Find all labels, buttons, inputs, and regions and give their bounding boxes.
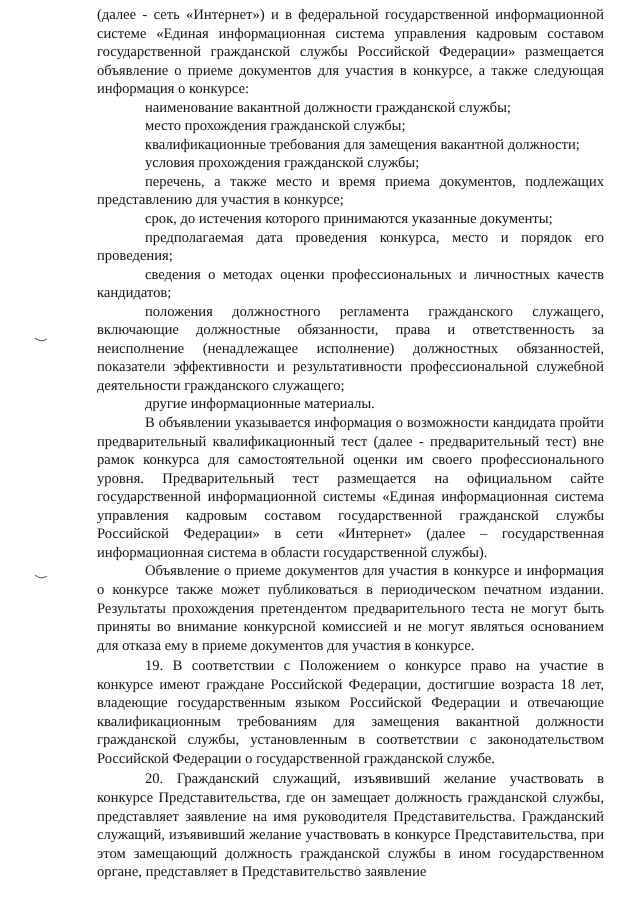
- list-item-position-name: наименование вакантной должности гражданской службы;: [145, 99, 511, 116]
- list-item-service-place: место прохождения гражданской службы;: [145, 118, 406, 135]
- list-item-other-materials: другие информационные материалы.: [145, 396, 375, 413]
- paragraph-intro: (далее - сеть «Интернет») и в федеральной государственной информационной системе «Единая информационная система управления кадровым составом государственной гражданской службы Российской Федерации» размещается объявление о приеме документов для участия в конкурсе, а также следующая информация о конкурсе:: [97, 7, 604, 98]
- list-item-evaluation-methods: сведения о методах оценки профессиональных и личностных качеств кандидатов;: [97, 266, 604, 302]
- paragraph-publication: Объявление о приеме документов для участия в конкурсе и информация о конкурсе также может публиковаться в периодическом печатном издании. Результаты прохождения претендентом предварительного теста не могут быть приняты во внимание конкурсной комиссией и не могут являться основанием для отказа ему в приеме документов для участия в конкурсе.: [97, 563, 604, 654]
- margin-mark: [34, 574, 48, 580]
- list-item-service-conditions: условия прохождения гражданской службы;: [145, 155, 420, 172]
- list-item-deadline: срок, до истечения которого принимаются указанные документы;: [145, 211, 553, 228]
- list-item-job-regulation: положения должностного регламента гражданского служащего, включающие должностные обязанности, права и ответственность за неисполнение (ненадлежащее исполнение) должностных обязанностей, показатели эффективности и результативности профессиональной служебной деятельности гражданского служащего;: [97, 303, 604, 394]
- paragraph-section-20: 20. Гражданский служащий, изъявивший желание участвовать в конкурсе Представительства, где он замещает должность гражданской службы, представляет заявление на имя руководителя Представительства. Гражданский служащий, изъявивший желание участвовать в конкурсе Представительства, при этом замещающий должность гражданской службы в ином государственном органе, представляет в Представительство заявление: [97, 771, 604, 881]
- paragraph-section-19: 19. В соответствии с Положением о конкурсе право на участие в конкурсе имеют граждане Российской Федерации, достигшие возраста 18 лет, владеющие государственным языком Российской Федерации и отвечающие квалификационным требованиям для замещения вакантной должности гражданской службы, установленным в соответствии с законодательством Российской Федерации о государственной гражданской службе.: [97, 658, 604, 767]
- document-body: [97, 6, 604, 882]
- margin-mark: [34, 337, 48, 343]
- paragraph-preliminary-test: В объявлении указывается информация о возможности кандидата пройти предварительный квалификационный тест (далее - предварительный тест) вне рамок конкурса для самостоятельной оценки им своего профессионального уровня. Предварительный тест размещается на официальном сайте государственной информационной системы «Единая информационная система управления кадровым составом государственной гражданской службы Российской Федерации» в сети «Интернет» (далее – государственная информационная система в области государственной службы).: [97, 415, 604, 561]
- list-item-qualification-requirements: квалификационные требования для замещения вакантной должности;: [145, 136, 580, 153]
- list-item-documents-list: перечень, а также место и время приема документов, подлежащих представлению для участия в конкурсе;: [97, 173, 604, 209]
- list-item-contest-date: предполагаемая дата проведения конкурса, место и порядок его проведения;: [97, 229, 604, 265]
